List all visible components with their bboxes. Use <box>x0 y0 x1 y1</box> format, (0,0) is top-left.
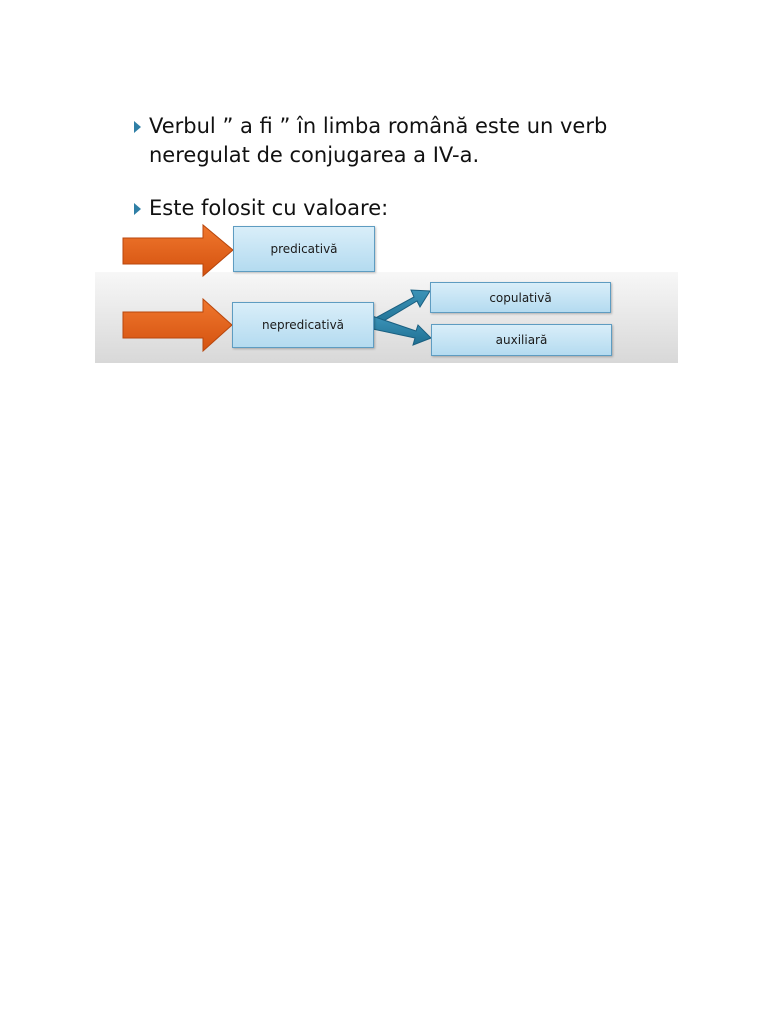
box-label: copulativă <box>489 290 552 305</box>
bullet-text: Verbul ” a fi ” în limba română este un verb neregulat de conjugarea a IV-a. <box>149 114 608 167</box>
box-label: nepredicativă <box>261 318 345 332</box>
box-label: auxiliară <box>495 333 548 347</box>
blue-arrow-down-icon <box>368 316 431 345</box>
predicativa-box <box>233 226 375 272</box>
nepredicativa-box <box>232 302 374 348</box>
auxiliara-box <box>431 324 612 356</box>
copulativa-box <box>430 282 611 313</box>
orange-arrow-icon <box>123 299 232 351</box>
bullet-text: Este folosit cu valoare: <box>149 196 389 220</box>
box-label: predicativă <box>270 242 338 256</box>
orange-arrow-icon <box>123 225 233 276</box>
